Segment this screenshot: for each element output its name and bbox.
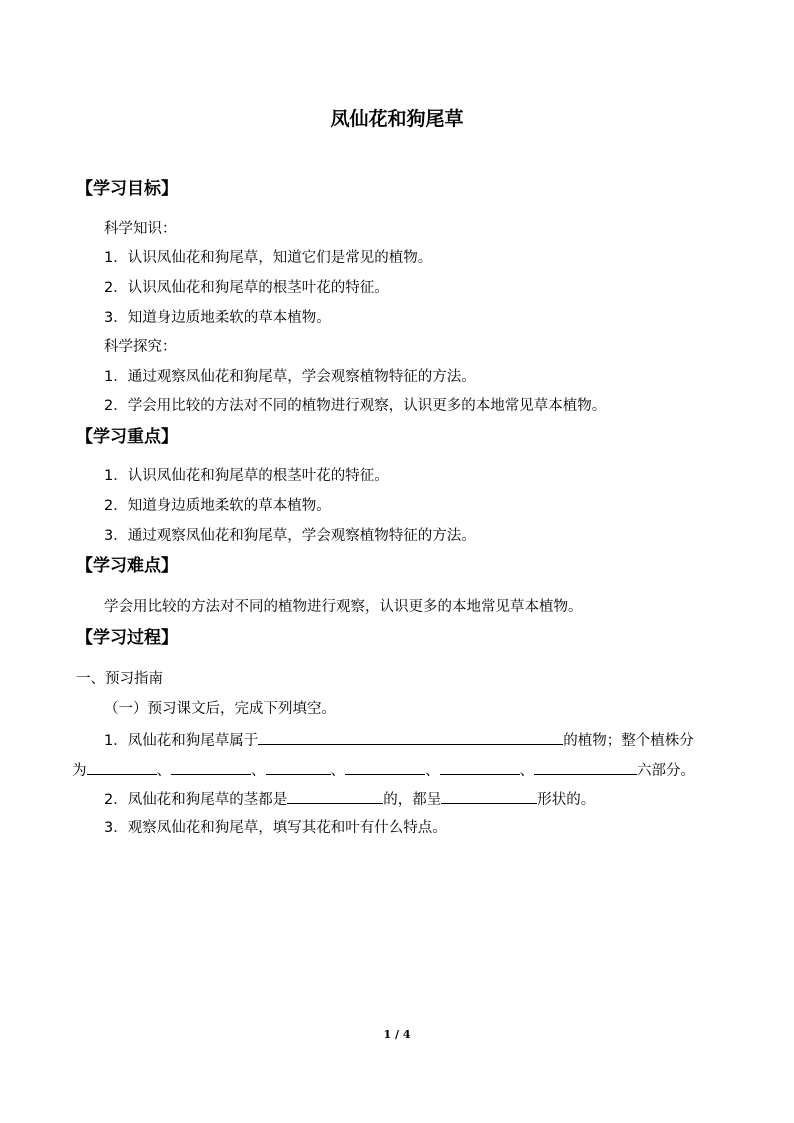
knowledge-item: 3．知道身边质地柔软的草本植物。 [104,310,331,326]
answer-blank[interactable] [171,759,251,775]
page-number: 1 / 4 [383,1028,411,1041]
objectives-heading: 【学习目标】 [76,179,178,199]
question-1-text-a: 1．凤仙花和狗尾草属于 [104,733,259,749]
key-point-item: 3．通过观察凤仙花和狗尾草，学会观察植物特征的方法。 [104,528,476,544]
answer-blank[interactable] [345,759,425,775]
subsection-fill-blanks: （一）预习课文后，完成下列填空。 [104,701,336,717]
page-title: 凤仙花和狗尾草 [330,108,464,130]
question-1-line-2 [72,759,695,781]
answer-blank[interactable] [534,759,637,775]
knowledge-item: 2．认识凤仙花和狗尾草的根茎叶花的特征。 [104,280,389,296]
knowledge-label: 科学知识： [104,221,177,237]
process-heading: 【学习过程】 [76,628,178,648]
question-2-text-c: 形状的。 [537,792,596,808]
question-1-text-b: 的植物；整个植株分 [563,733,694,749]
question-2-text-a: 2．凤仙花和狗尾草的茎都是 [104,792,288,808]
separator: 、 [156,763,171,779]
knowledge-item: 1．认识凤仙花和狗尾草，知道它们是常见的植物。 [104,250,433,266]
inquiry-item: 2．学会用比较的方法对不同的植物进行观察，认识更多的本地常见草本植物。 [104,398,607,414]
section-preview-guide: 一、预习指南 [76,671,163,687]
answer-blank[interactable] [258,729,563,745]
separator: 、 [251,763,266,779]
answer-blank[interactable] [87,759,157,775]
answer-blank[interactable] [441,788,537,804]
difficulties-text: 学会用比较的方法对不同的植物进行观察，认识更多的本地常见草本植物。 [104,599,583,615]
separator: 、 [425,763,440,779]
question-2-text-b: 的，都呈 [383,792,442,808]
difficulties-heading: 【学习难点】 [76,556,178,576]
inquiry-label: 科学探究： [104,339,177,355]
question-2 [104,788,595,810]
key-points-heading: 【学习重点】 [76,427,178,447]
key-point-item: 1．认识凤仙花和狗尾草的根茎叶花的特征。 [104,468,389,484]
key-point-item: 2．知道身边质地柔软的草本植物。 [104,498,331,514]
inquiry-item: 1．通过观察凤仙花和狗尾草，学会观察植物特征的方法。 [104,369,476,385]
answer-blank[interactable] [287,788,383,804]
separator: 、 [330,763,345,779]
separator: 、 [519,763,534,779]
question-1-text-d: 六部分。 [637,763,695,779]
question-1-text-c: 为 [72,763,87,779]
question-3: 3．观察凤仙花和狗尾草，填写其花和叶有什么特点。 [104,820,447,836]
answer-blank[interactable] [266,759,331,775]
answer-blank[interactable] [440,759,520,775]
question-1-line-1 [104,729,694,751]
